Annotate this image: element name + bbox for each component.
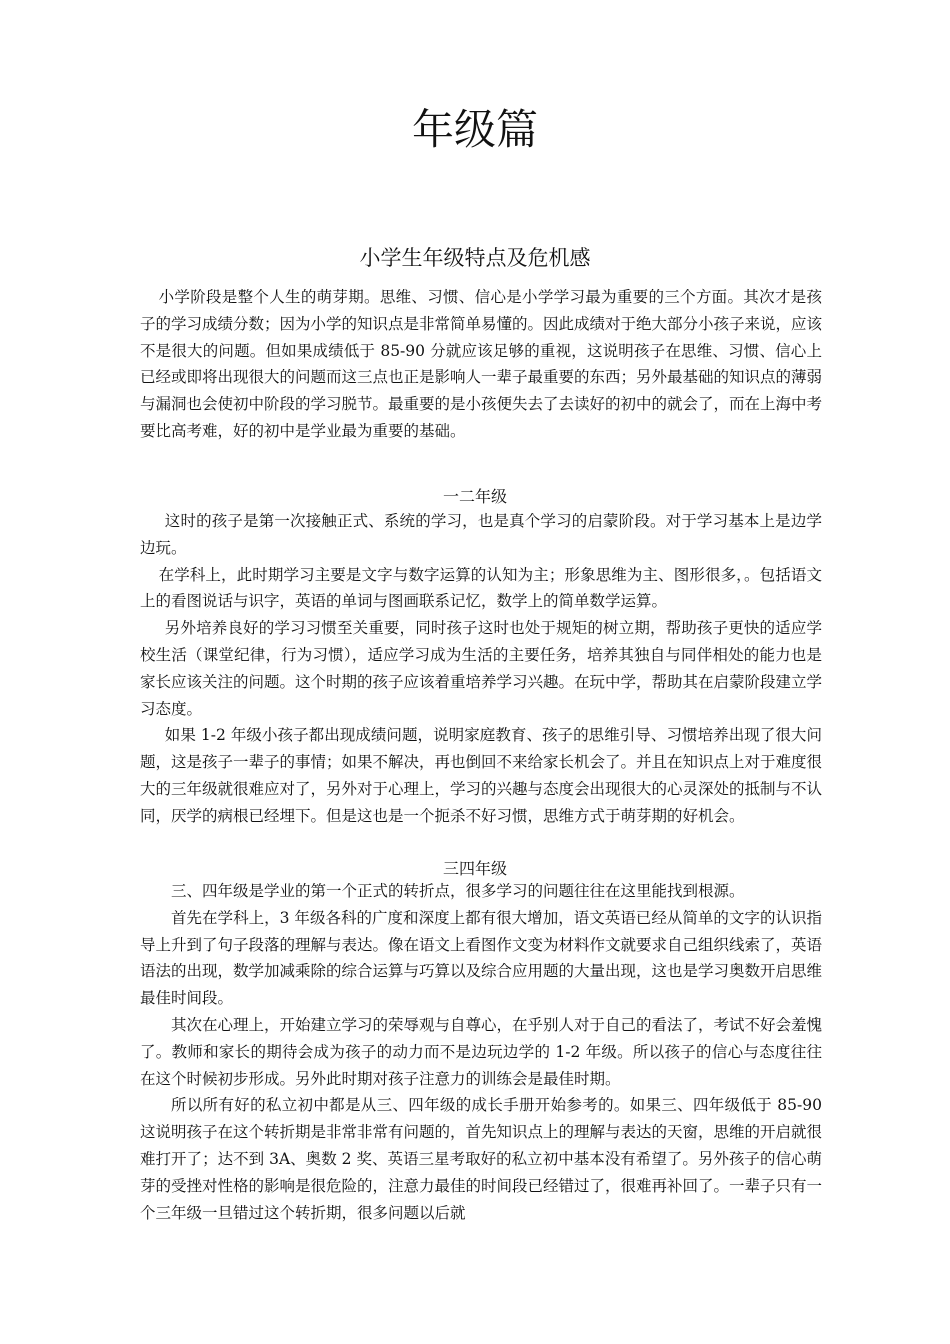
grade12-paragraph-3: 另外培养良好的学习习惯至关重要，同时孩子这时也处于规矩的树立期，帮助孩子更快的适应学校生活（课堂纪律，行为习惯），适应学习成为生活的主要任务，培养其独自与同伴相处的能力也是家长应该关注的问题。这个时期的孩子应该着重培养学习兴趣。在玩中学，帮助其在启蒙阶段建立学习态度。 — [140, 619, 823, 718]
grade12-paragraph-4: 如果 1-2 年级小孩子都出现成绩问题，说明家庭教育、孩子的思维引导、习惯培养出现了很大问题，这是孩子一辈子的事情；如果不解决，再也倒回不来给家长机会了。并且在知识点上对于难度很大的三年级就很难应对了，另外对于心理上，学习的兴趣与态度会出现很大的心灵深处的抵制与不认同，厌学的病根已经埋下。但是这也是一个扼杀不好习惯，思维方式于萌芽期的好机会。 — [140, 726, 823, 825]
grade34-paragraph-3: 其次在心理上，开始建立学习的荣辱观与自尊心，在乎别人对于自己的看法了，考试不好会羞愧了。教师和家长的期待会成为孩子的动力而不是边玩边学的 1-2 年级。所以孩子的信心与态度往往在这个时候初步形成。另外此时期对孩子注意力的训练会是最佳时期。 — [140, 1015, 823, 1088]
intro-paragraph: 小学阶段是整个人生的萌芽期。思维、习惯、信心是小学学习最为重要的三个方面。其次才是孩子的学习成绩分数；因为小学的知识点是非常简单易懂的。因此成绩对于绝大部分小孩子来说，应该不是很大的问题。但如果成绩低于 85-90 分就应该足够的重视，这说明孩子在思维、习惯、信心上已经或即将出现很大的问题而这三点也正是影响人一辈子最重要的东西；另外最基础的知识点的薄弱与漏洞也会使初中阶段的学习脱节。最重要的是小孩便失去了去读好的初中的就会了，而在上海中考要比高考难，好的初中是学业最为重要的基础。 — [140, 288, 823, 440]
grade12-paragraph-2: 在学科上，此时期学习主要是文字与数字运算的认知为主；形象思维为主、图形很多，。包括语文上的看图说话与识字，英语的单词与图画联系记忆，数学上的简单数学运算。 — [140, 565, 822, 611]
intro-block — [140, 284, 822, 445]
grade34-paragraph-4: 所以所有好的私立初中都是从三、四年级的成长手册开始参考的。如果三、四年级低于 85-90 这说明孩子在这个转折期是非常非常有问题的，首先知识点上的理解与表达的天窗，思维的开启就很难打开了；达不到 3A、奥数 2 奖、英语三星考取好的私立初中基本没有希望了。另外孩子的信心萌芽的受挫对性格的影响是很危险的，注意力最佳的时间段已经错过了，很难再补回了。一辈子只有一个三年级一旦错过这个转折期，很多问题以后就 — [140, 1096, 823, 1222]
grade12-heading: 一二年级 — [442, 487, 507, 506]
grade34-heading: 三四年级 — [442, 859, 507, 878]
grade12-block — [140, 508, 822, 830]
grade34-paragraph-2: 首先在学科上，3 年级各科的广度和深度上都有很大增加，语文英语已经从简单的文字的认识指导上升到了句子段落的理解与表达。像在语文上看图作文变为材料作文就要求自己组织线索了，英语语法的出现，数学加减乘除的综合运算与巧算以及综合应用题的大量出现，这也是学习奥数开启思维最佳时间段。 — [140, 908, 823, 1008]
grade12-paragraph-1: 这时的孩子是第一次接触正式、系统的学习，也是真个学习的启蒙阶段。对于学习基本上是边学边玩。 — [140, 512, 822, 557]
page-title: 年级篇 — [411, 105, 538, 154]
grade34-block — [140, 878, 822, 1226]
grade34-paragraph-1: 三、四年级是学业的第一个正式的转折点，很多学习的问题往往在这里能找到根源。 — [171, 882, 745, 900]
section-title: 小学生年级特点及危机感 — [359, 246, 591, 270]
